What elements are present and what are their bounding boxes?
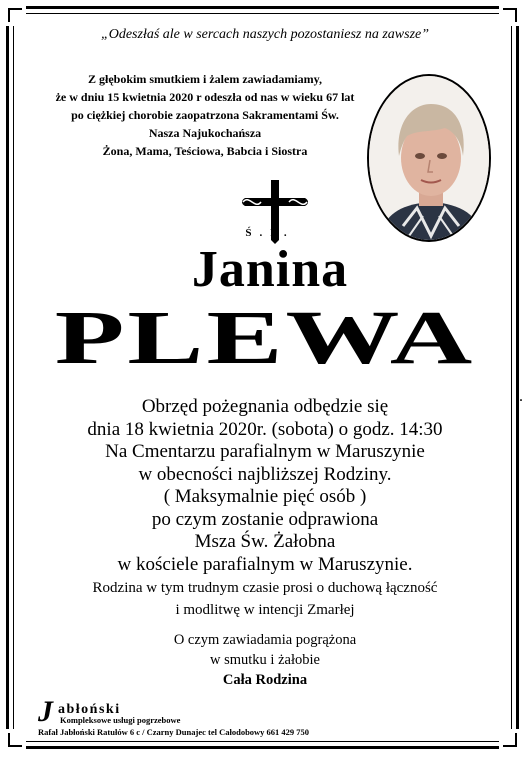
portrait-photo: [367, 74, 491, 242]
corner-ornament-top-right: [499, 4, 521, 26]
request-line: Rodzina w tym trudnym czasie prosi o duchową łączność: [92, 580, 438, 596]
ceremony-line: w obecności najbliższej Rodziny.: [138, 463, 392, 485]
stray-dot: .: [519, 388, 523, 405]
sp-mark: Ś.P.: [245, 227, 295, 239]
ceremony-line: w kościele parafialnym w Maruszynie.: [117, 553, 413, 575]
closing-line: O czym zawiadamia pogrążona: [173, 632, 357, 648]
ceremony-line: dnia 18 kwietnia 2020r. (sobota) o godz. 14:30: [87, 418, 443, 440]
family-request: [30, 577, 500, 621]
ceremony-details: [30, 396, 500, 576]
request-line: i modlitwę w intencji Zmarłej: [175, 602, 355, 618]
closing-signature: [70, 630, 460, 690]
ceremony-line: Obrzęd pożegnania odbędzie się: [141, 396, 389, 417]
corner-ornament-top-left: [4, 4, 26, 26]
brand-initial: J: [38, 695, 53, 728]
memorial-motto: „Odeszłaś ale w sercach naszych pozostaniesz na zawsze”: [100, 27, 430, 42]
closing-family: Cała Rodzina: [222, 672, 308, 688]
announcement-line: Żona, Mama, Teściowa, Babcia i Siostra: [102, 144, 308, 158]
brand-address: Rafał Jabłoński Ratułów 6 c / Czarny Dunajec tel Całodobowy 661 429 750: [38, 727, 310, 737]
brand-services: Kompleksowe usługi pogrzebowe: [60, 715, 181, 725]
ceremony-line: ( Maksymalnie pięć osób ): [163, 486, 367, 507]
corner-ornament-bottom-left: [4, 729, 26, 751]
deceased-surname: PLEWA: [54, 296, 476, 380]
brand-name: abłoński: [58, 702, 121, 717]
ceremony-line: Msza Św. Żałobna: [194, 531, 336, 552]
closing-line: w smutku i żałobie: [210, 652, 320, 668]
portrait-photo-image: [369, 76, 491, 242]
deceased-first-name: Janina: [191, 241, 349, 298]
ceremony-line: po czym zostanie odprawiona: [151, 508, 379, 530]
announcement-line: Z głębokim smutkiem i żalem zawiadamiamy,: [88, 72, 322, 86]
ceremony-line: Na Cmentarzu parafialnym w Maruszynie: [105, 441, 425, 462]
announcement-line: Nasza Najukochańsza: [148, 126, 262, 140]
announcement-line: że w dniu 15 kwietnia 2020 r odeszła od nas w wieku 67 lat: [55, 90, 355, 104]
announcement-line: po ciężkiej chorobie zaopatrzona Sakramentami Św.: [71, 108, 339, 122]
announcement: [40, 70, 370, 160]
corner-ornament-bottom-right: [499, 729, 521, 751]
